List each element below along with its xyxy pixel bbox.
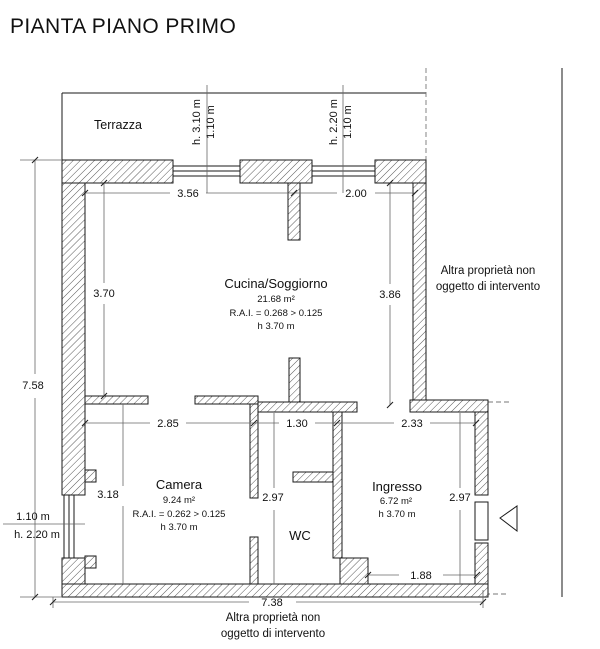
camera-top-wall-left <box>85 396 148 404</box>
dim-bottom-right-width: 1.88 <box>410 570 432 582</box>
terrazza-label: Terrazza <box>94 118 142 132</box>
dim-cucina-height-left: 3.70 <box>93 288 115 300</box>
dim-total-height: 7.58 <box>22 380 44 392</box>
left-window-jamb-bottom <box>85 556 96 568</box>
ingresso-name: Ingresso <box>372 479 422 494</box>
wc-ingresso-wall <box>333 412 342 558</box>
cucina-area: 21.68 m² <box>257 294 295 305</box>
ingresso-height: h 3.70 m <box>378 509 416 520</box>
camera-window-height-label: h. 2.20 m <box>14 529 60 541</box>
wc-top-wall <box>258 402 357 412</box>
cucina-name: Cucina/Soggiorno <box>224 276 328 291</box>
dim-cucina-width-right: 2.00 <box>345 188 367 200</box>
dim-total-width: 7.38 <box>261 597 283 609</box>
kitchen-wall-stub <box>289 358 300 402</box>
camera-name: Camera <box>155 477 203 492</box>
dim-camera-width: 2.85 <box>157 418 179 430</box>
camera-window-width-label: 1.10 m <box>16 511 50 523</box>
cucina-height: h 3.70 m <box>257 321 295 332</box>
dim-wc-width: 1.30 <box>286 418 308 430</box>
altra-bottom-line1: Altra proprietà non <box>225 612 321 624</box>
dim-cucina-width-left: 3.56 <box>177 188 199 200</box>
dim-ingresso-width: 2.33 <box>401 418 423 430</box>
camera-wc-wall-lower <box>250 537 258 584</box>
left-wall-upper <box>62 183 85 495</box>
top-wall-right <box>375 160 426 183</box>
right-wall-cucina <box>413 183 426 402</box>
terrace-window-1-height-label: h. 3.10 m <box>191 99 203 145</box>
ingresso-right-wall-lower <box>475 543 488 584</box>
altra-right-line1: Altra proprietà non <box>440 265 536 277</box>
terrace-window-2-width-label: 1.10 m <box>342 105 354 139</box>
camera-top-wall-right <box>195 396 258 404</box>
terrace-window-2-height-label: h. 2.20 m <box>328 99 340 145</box>
dim-cucina-height-right: 3.86 <box>379 289 401 301</box>
dim-wc-height: 2.97 <box>262 492 284 504</box>
dim-ingresso-height: 2.97 <box>449 492 471 504</box>
camera-wc-wall-upper <box>250 404 258 498</box>
altra-right-line2: oggetto di intervento <box>435 281 541 293</box>
dim-camera-height: 3.18 <box>97 489 119 501</box>
ingresso-top-wall <box>410 400 488 412</box>
top-wall-middle <box>240 160 312 183</box>
ingresso-corner-block <box>340 558 368 584</box>
left-window-jamb-top <box>85 470 96 482</box>
kitchen-pier <box>288 183 300 240</box>
camera-height: h 3.70 m <box>160 522 198 533</box>
terrace-window-1-width-label: 1.10 m <box>205 105 217 139</box>
wc-name: WC <box>289 528 311 543</box>
ingresso-area: 6.72 m² <box>379 496 413 507</box>
entry-door-leaf <box>475 502 488 540</box>
bottom-wall <box>62 584 488 597</box>
page-title: PIANTA PIANO PRIMO <box>10 15 237 38</box>
cucina-rai: R.A.I. = 0.268 > 0.125 <box>229 308 323 319</box>
camera-area: 9.24 m² <box>162 495 196 506</box>
altra-bottom-line2: oggetto di intervento <box>220 628 326 640</box>
top-wall-left <box>62 160 173 183</box>
camera-rai: R.A.I. = 0.262 > 0.125 <box>132 509 226 520</box>
ingresso-right-wall-upper <box>475 412 488 495</box>
